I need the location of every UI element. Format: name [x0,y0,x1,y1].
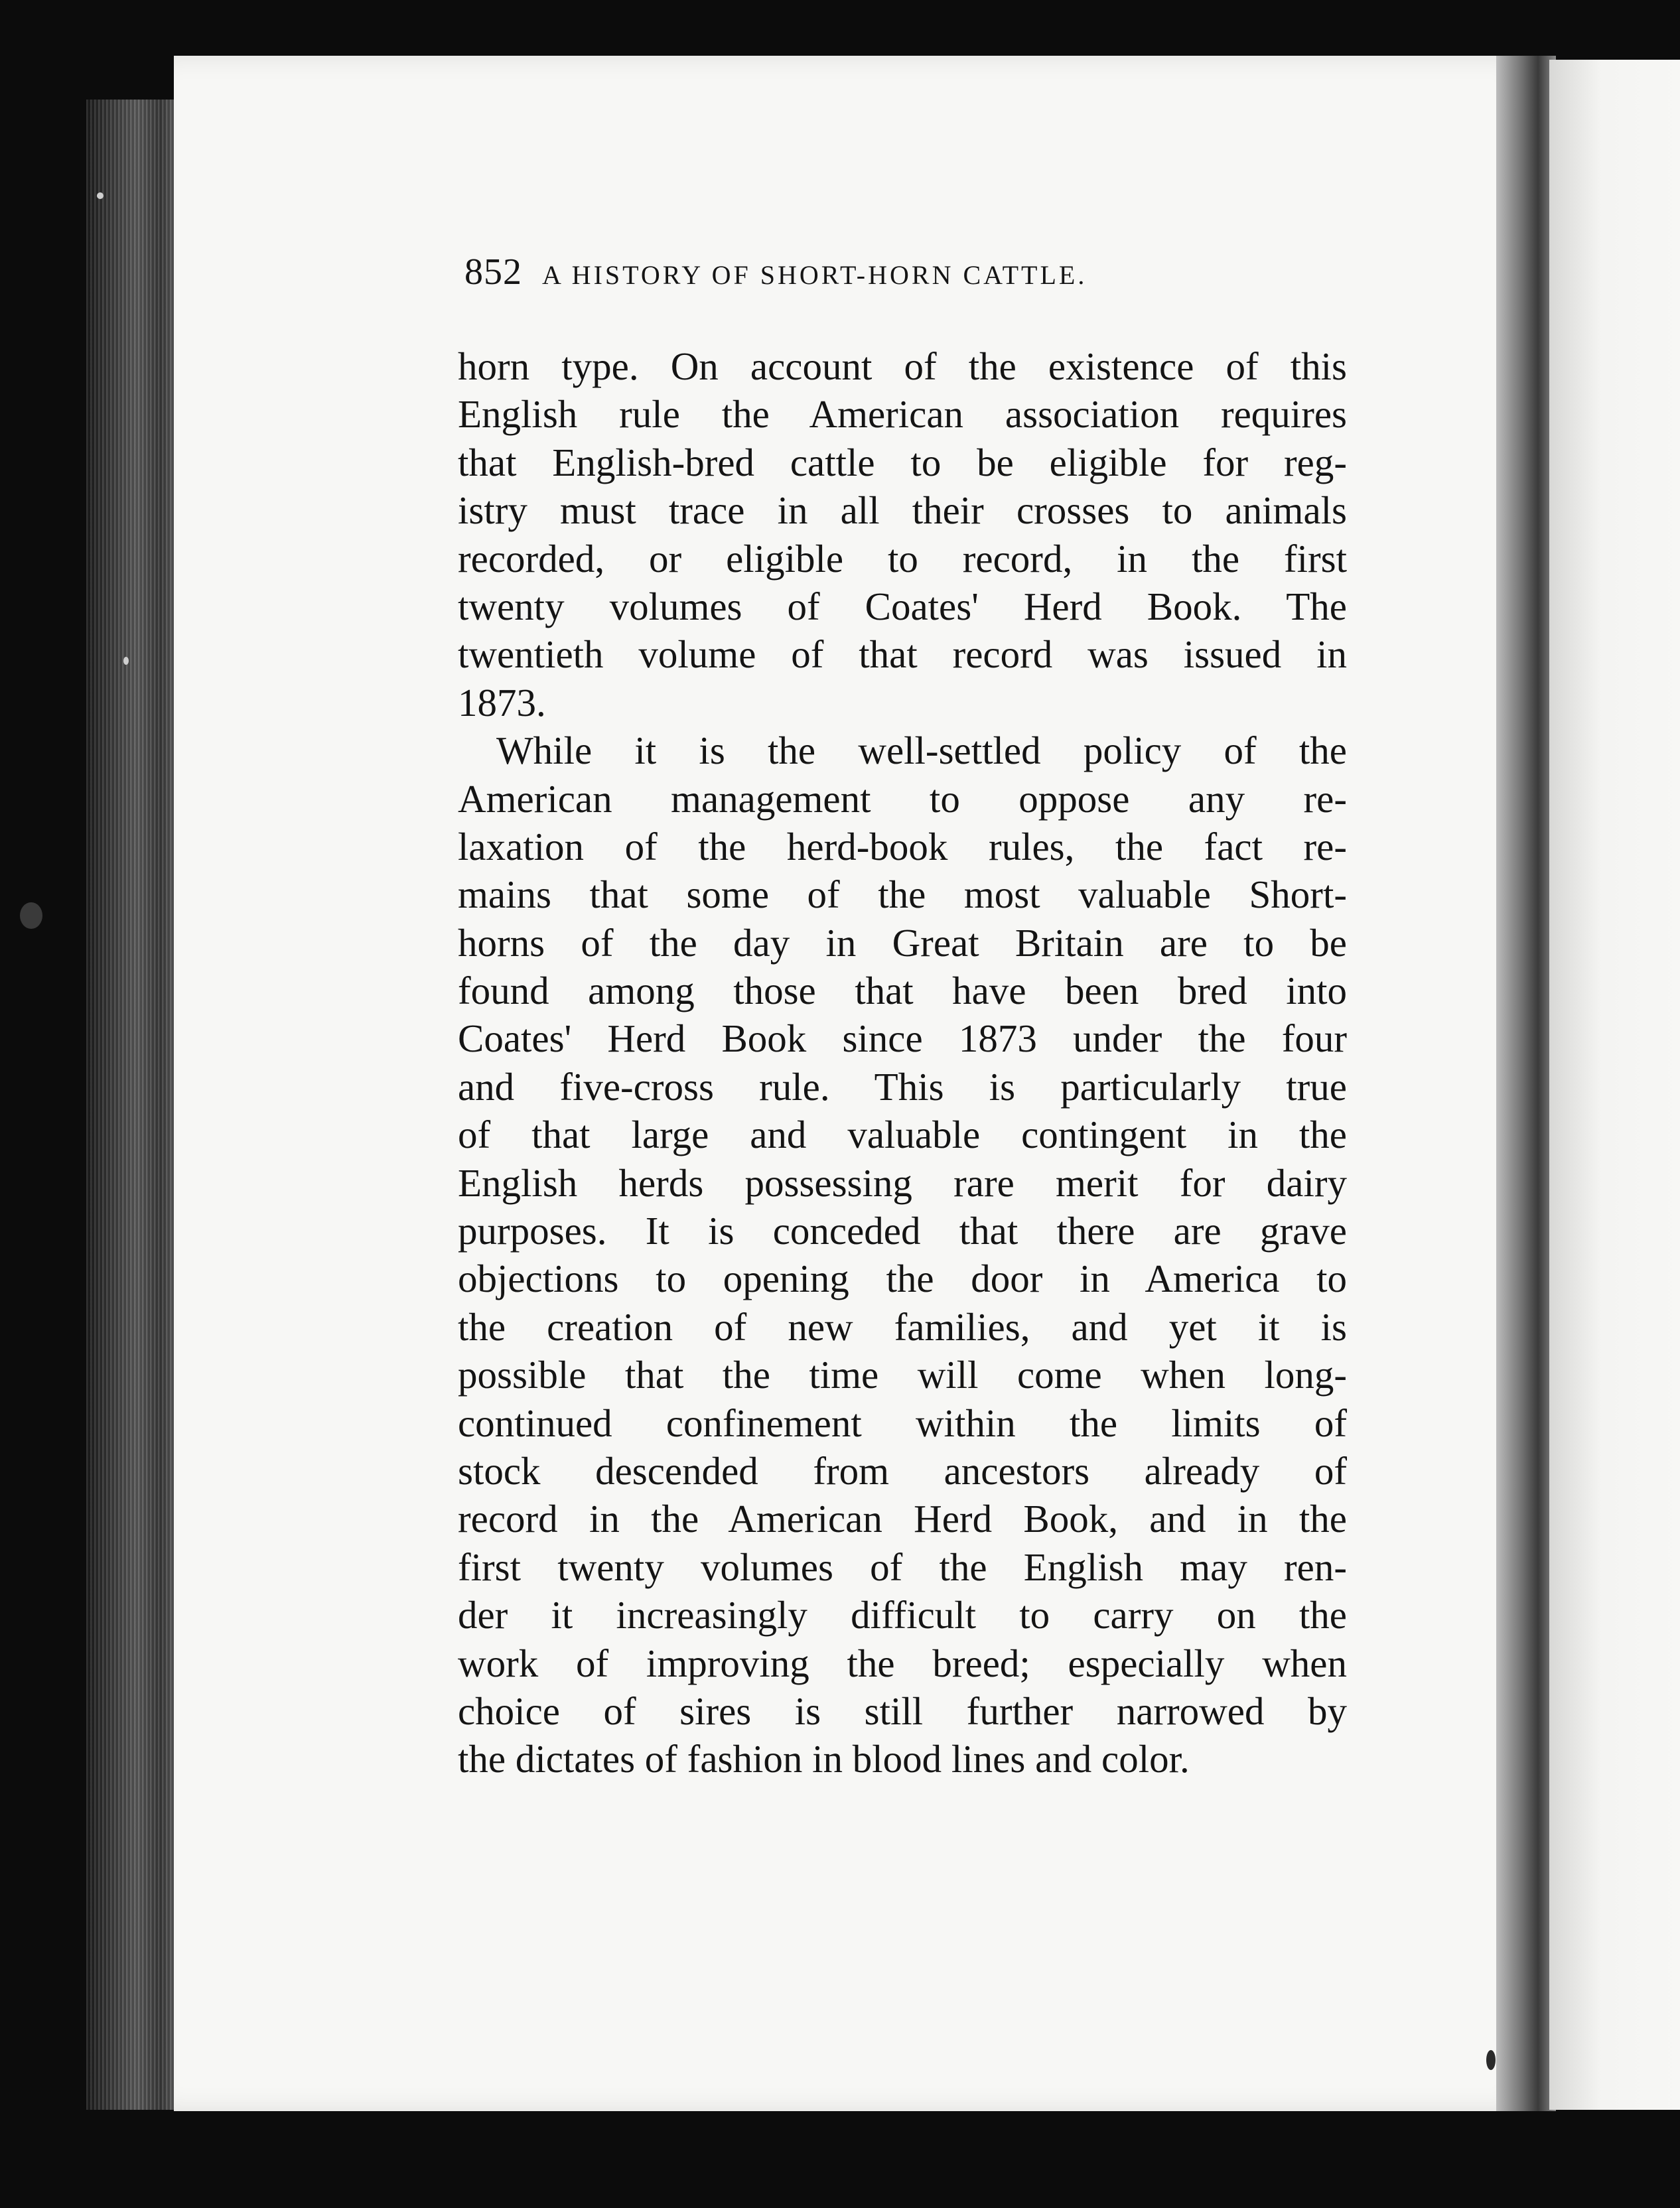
scan-speck [1486,2050,1496,2070]
text-line: English rule the American association requires [458,392,1347,437]
text-line: and five-cross rule. This is particularly true [458,1064,1347,1109]
text-line: found among those that have been bred into [458,969,1347,1013]
text-line: horns of the day in Great Britain are to be [458,920,1347,965]
text-line: laxation of the herd-book rules, the fact re- [458,824,1347,868]
running-title: A HISTORY OF SHORT-HORN CATTLE. [542,260,1087,290]
text-line: recorded, or eligible to record, in the first [458,536,1347,581]
text-line: the dictates of fashion in blood lines and color. [458,1737,1190,1781]
text-line: twenty volumes of Coates' Herd Book. The [458,584,1347,628]
text-line: the creation of new families, and yet it is [458,1304,1347,1349]
paragraph-2 [458,726,1347,1783]
text-line: first twenty volumes of the English may ren- [458,1545,1347,1589]
text-line: English herds possessing rare merit for dairy [458,1160,1347,1205]
text-line: stock descended from ancestors already of [458,1448,1347,1493]
text-line: work of improving the breed; especially when [458,1641,1347,1685]
text-line: purposes. It is conceded that there are grave [458,1209,1347,1253]
scan-speck [97,192,104,199]
page-edges [86,100,179,2110]
text-line: 1873. [458,680,546,724]
scan-speck [20,902,42,929]
text-line: record in the American Herd Book, and in the [458,1497,1347,1541]
text-line: objections to opening the door in America to [458,1257,1347,1301]
text-line: American management to oppose any re- [458,776,1347,821]
page-header [464,251,1254,304]
text-line: continued confinement within the limits of [458,1401,1347,1445]
text-line: that English-bred cattle to be eligible for reg- [458,440,1347,484]
text-line: istry must trace in all their crosses to animals [458,488,1347,533]
paragraph-1 [458,342,1347,726]
text-line: mains that some of the most valuable Short- [458,872,1347,917]
text-line: of that large and valuable contingent in the [458,1113,1347,1157]
facing-page [1549,60,1680,2110]
text-line: twentieth volume of that record was issued in [458,632,1347,677]
text-line: Coates' Herd Book since 1873 under the four [458,1016,1347,1061]
text-line: choice of sires is still further narrowed by [458,1689,1347,1733]
scan-speck [123,657,129,665]
text-line: possible that the time will come when long- [458,1353,1347,1397]
body-text [458,342,1347,1802]
book-gutter [1496,56,1556,2111]
text-line: While it is the well-settled policy of the [496,728,1347,773]
text-line: horn type. On account of the existence of this [458,344,1347,388]
text-line: der it increasingly difficult to carry on the [458,1593,1347,1637]
page-number: 852 [464,251,522,293]
